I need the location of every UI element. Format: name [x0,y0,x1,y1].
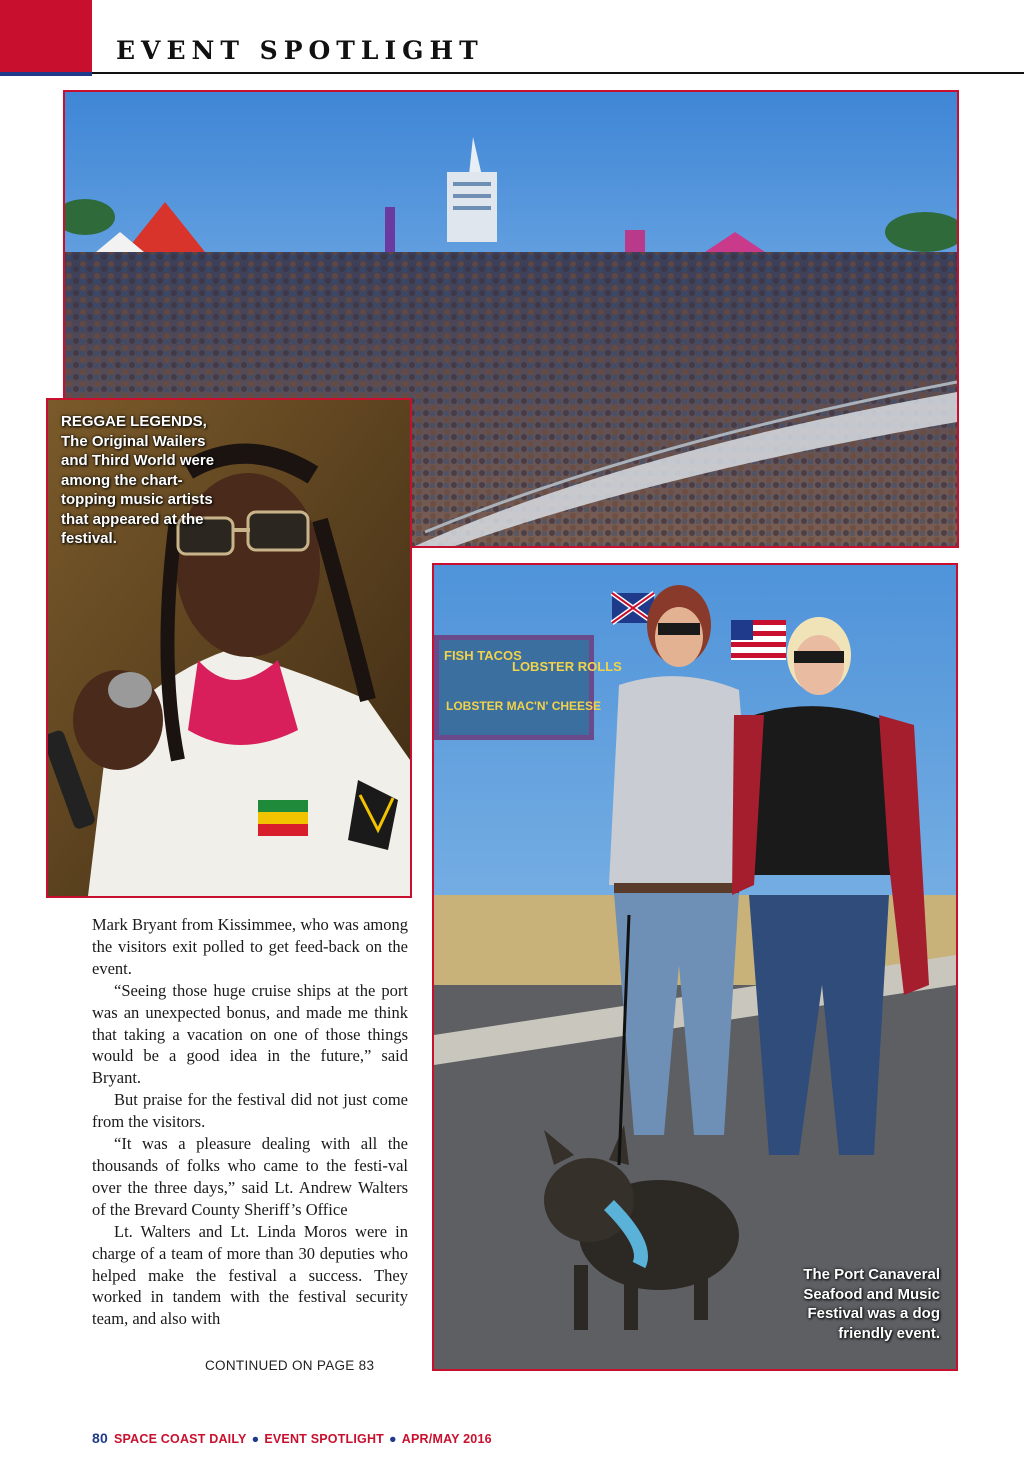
footer-separator-dot: ● [389,1432,397,1446]
article-paragraph: But praise for the festival did not just come from the visitors. [92,1090,408,1132]
singer-caption-lead: REGGAE LEGENDS, [61,413,207,430]
header-corner-stripe [0,72,92,76]
article-paragraph: Mark Bryant from Kissimmee, who was among the visitors exit polled to get feed-back on the event. [92,915,408,978]
women-dog-photo-illustration [434,565,956,1369]
footer-section: EVENT SPOTLIGHT [264,1432,385,1446]
article-paragraph: Lt. Walters and Lt. Linda Moros were in charge of a team of more than 30 deputies who helped make the festival a success. They worked in tandem with the festival security team, and also with [92,1221,408,1329]
page-number: 80 [92,1430,108,1446]
article-body [92,914,408,1330]
continued-notice: CONTINUED ON PAGE 83 [205,1358,375,1373]
singer-caption-body: The Original Wailers and Third World were among the chart-topping music artists that appeared at the festival. [61,432,215,547]
sign-fish-tacos: FISH TACOS [444,648,522,663]
footer-publication: SPACE COAST DAILY [113,1432,247,1446]
dog-caption: The Port Canaveral Seafood and Music Festival was a dog friendly event. [803,1266,940,1342]
header-corner-block [0,0,92,72]
footer-issue: APR/MAY 2016 [401,1432,492,1446]
footer-separator-dot: ● [251,1432,260,1446]
page-footer [92,1430,492,1446]
article-paragraph: “It was a pleasure dealing with all the thousands of folks who came to the festi-val over the three days,” said Lt. Andrew Walters of the Brevard County Sheriff’s Office [92,1134,408,1219]
header-rule [92,72,1024,74]
section-title: EVENT SPOTLIGHT [116,36,484,65]
singer-caption [61,412,221,549]
sign-lobster-mac: LOBSTER MAC'N' CHEESE [446,699,602,713]
women-dog-photo [432,563,958,1371]
sign-lobster-rolls: LOBSTER ROLLS [512,659,622,674]
article-paragraph: “Seeing those huge cruise ships at the port was an unexpected bonus, and made me think that taking a vacation on one of those things would be a good idea in the future,” said Bryant. [92,980,408,1088]
